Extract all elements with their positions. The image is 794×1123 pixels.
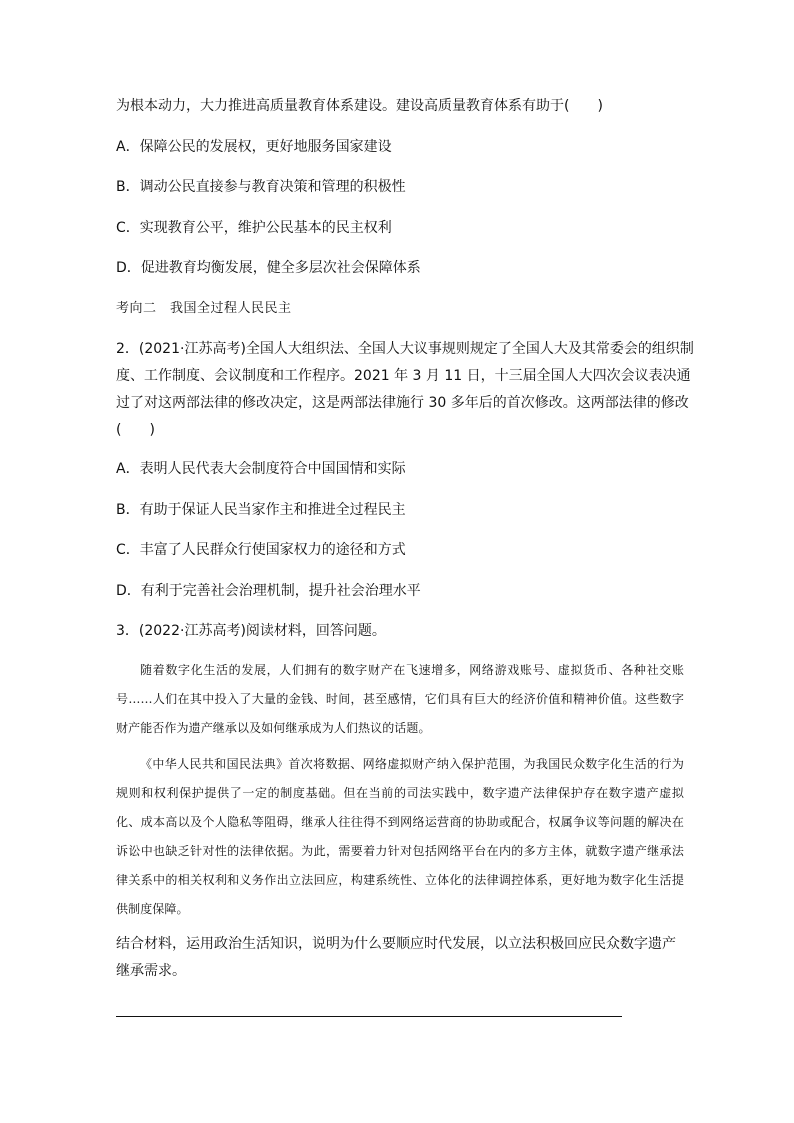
q1-option-c: C．实现教育公平，维护公民基本的民主权利	[116, 220, 392, 236]
q2-option-a: A．表明人民代表大会制度符合中国国情和实际	[116, 461, 406, 477]
q2-option-b: B．有助于保证人民当家作主和推进全过程民主	[116, 502, 406, 518]
q3-material-2	[116, 750, 684, 924]
section-heading: 考向二 我国全过程人民民主	[116, 301, 292, 316]
q3-material-paragraph-1: 随着数字化生活的发展，人们拥有的数字财产在飞速增多，网络游戏账号、虚拟货币、各种社交账号……人们在其中投入了大量的金钱、时间，甚至感情，它们具有巨大的经济价值和精神价值。这些数字财产能否作为遗产继承以及如何继承成为人们热议的话题。	[116, 663, 684, 735]
q1-option-d: D．促进教育均衡发展，健全多层次社会保障体系	[116, 260, 421, 276]
q3-stem: 3．(2022·江苏高考)阅读材料，回答问题。	[116, 623, 386, 639]
q3-material	[116, 656, 684, 743]
q3-question-line-2: 继承需求。	[116, 963, 186, 979]
q3-question-line-1: 结合材料，运用政治生活知识，说明为什么要顺应时代发展，以立法积极回应民众数字遗产	[116, 936, 676, 952]
q2-option-d: D．有利于完善社会治理机制，提升社会治理水平	[116, 583, 421, 599]
q2-option-c: C．丰富了人民群众行使国家权力的途径和方式	[116, 542, 406, 558]
q2-stem-line-4: ( )	[116, 422, 155, 438]
q1-option-a: A．保障公民的发展权，更好地服务国家建设	[116, 139, 392, 155]
q1-stem-tail: 为根本动力，大力推进高质量教育体系建设。建设高质量教育体系有助于( )	[116, 98, 603, 114]
q3-material-paragraph-2: 《中华人民共和国民法典》首次将数据、网络虚拟财产纳入保护范围，为我国民众数字化生活的行为规则和权利保护提供了一定的制度基础。但在当前的司法实践中，数字遗产法律保护存在数字遗产虚拟化、成本高以及个人隐私等阻碍，继承人往往得不到网络运营商的协助或配合，权属争议等问题的解决在诉讼中也缺乏针对性的法律依据。为此，需要着力针对包括网络平台在内的多方主体，就数字遗产继承法律关系中的相关权利和义务作出立法回应，构建系统性、立体化的法律调控体系，更好地为数字化生活提供制度保障。	[116, 757, 684, 916]
q2-stem-line-1: 2．(2021·江苏高考)全国人大组织法、全国人大议事规则规定了全国人大及其常委会的组织制	[116, 341, 694, 357]
q2-stem-line-3: 过了对这两部法律的修改决定，这是两部法律施行 30 多年后的首次修改。这两部法律的修改	[116, 395, 689, 411]
q2-stem-line-2: 度、工作制度、会议制度和工作程序。2021 年 3 月 11 日，十三届全国人大四次会议表决通	[116, 368, 691, 384]
q1-option-b: B．调动公民直接参与教育决策和管理的积极性	[116, 179, 406, 195]
answer-line	[116, 1016, 622, 1017]
